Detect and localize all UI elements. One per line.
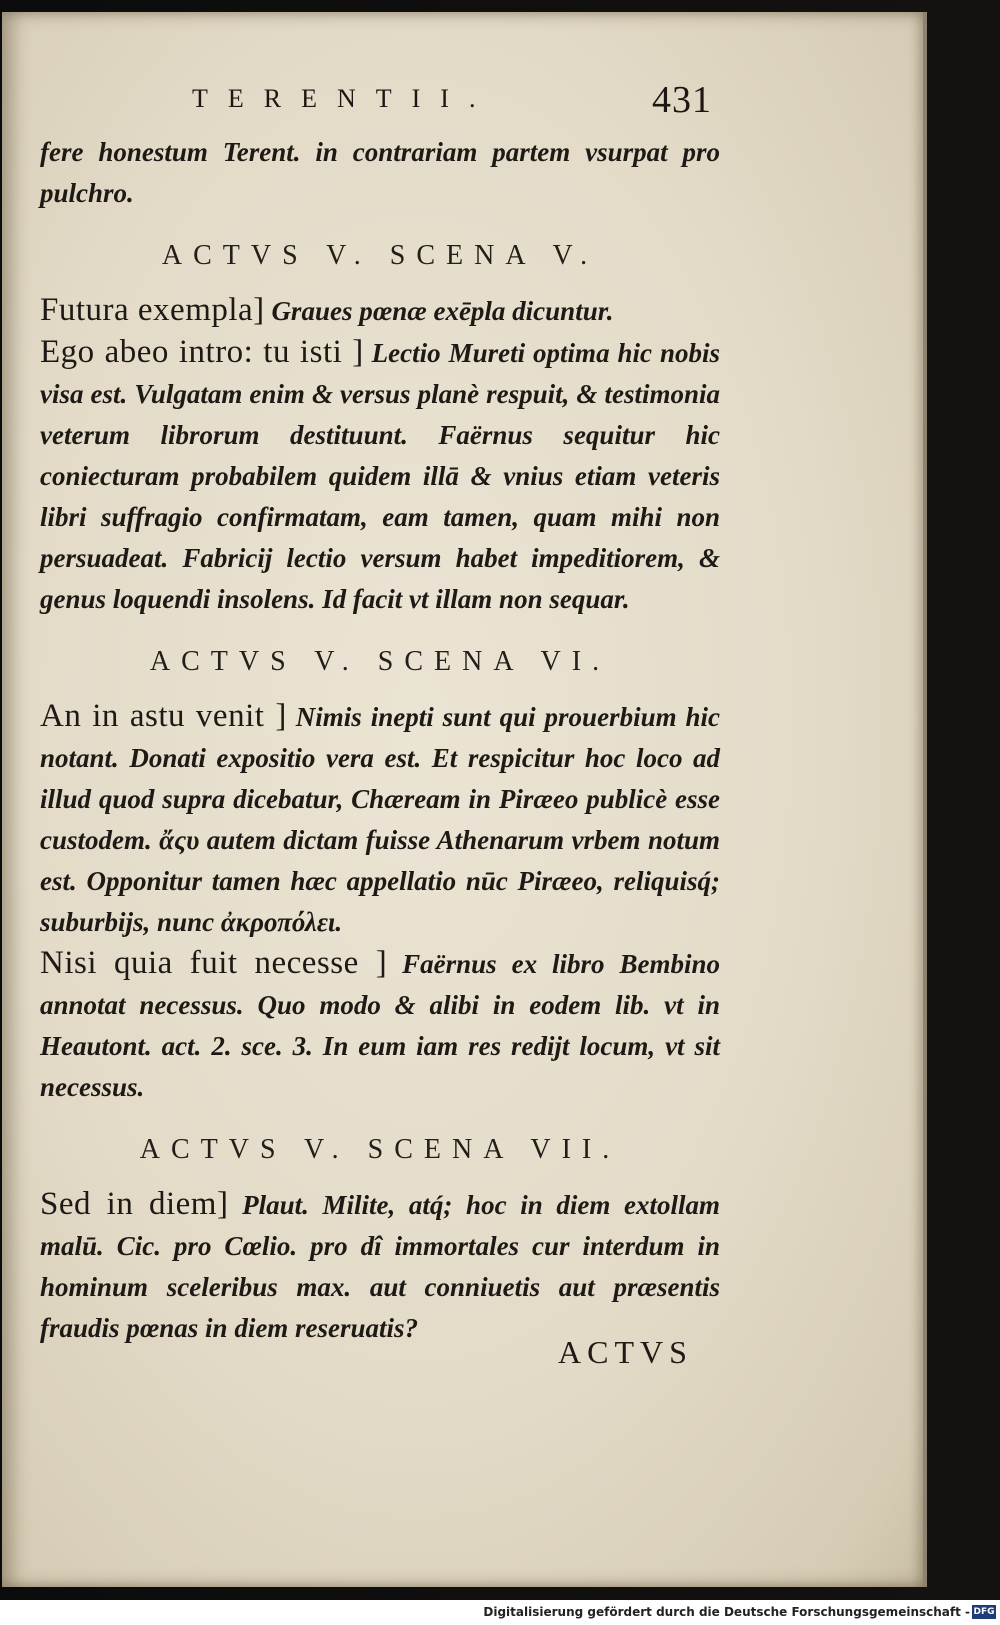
footer-credit: Digitalisierung gefördert durch die Deutsche Forschungsgemeinschaft -: [483, 1605, 970, 1619]
note-entry: [40, 290, 720, 332]
note-text: Nimis inepti sunt qui prouerbium hic notant. Donati expositio vera est. Et respicitur hoc loco ad illud quod supra dicebatur, Chæream in Piræeo publicè esse custodem. ἄςυ autem dictam fuisse Athenarum vrbem notum est. Opponitur tamen hæc appellatio nūc Piræeo, reliquisq́; suburbijs, nunc ἀκροπόλει.: [40, 702, 721, 937]
note-text: Lectio Mureti optima hic nobis visa est. Vulgatam enim & versus planè respuit, & testimonia veterum librorum destituunt. Faërnus sequitur hic coniecturam probabilem quidem illā & vnius etiam veteris libri suffragio confirmatam, eam tamen, quam mihi non persuadeat. Fabricij lectio versum habet impeditiorem, & genus loquendi insolens. Id facit vt illam non sequar.: [40, 338, 720, 614]
digitization-footer: [0, 1600, 1000, 1625]
note-text: Graues pœnæ exēpla dicuntur.: [271, 296, 614, 326]
body-text: [40, 132, 720, 1349]
catchword: ACTVS: [558, 1334, 693, 1370]
note-text: Faërnus ex libro Bembino annotat necessus. Quo modo & alibi in eodem lib. vt in Heautont. act. 2. sce. 3. In eum iam res redijt locum, vt sit necessus.: [40, 949, 721, 1102]
section-heading: ACTVS V. SCENA V.: [161, 240, 599, 271]
note-text: Plaut. Milite, atq́; hoc in diem extollam malū. Cic. pro Cœlio. pro dî immortales cur interdum in hominum sceleribus max. aut conniuetis aut præsentis fraudis pœnas in diem reseruatis?: [40, 1190, 721, 1343]
section-heading: ACTVS V. SCENA VII.: [139, 1134, 621, 1165]
dfg-logo: DFG: [973, 1607, 995, 1617]
book-page: [2, 12, 924, 1587]
lemma: Futura exempla]: [40, 292, 265, 328]
note-entry: [40, 332, 720, 620]
section-heading: ACTVS V. SCENA VI.: [149, 646, 611, 677]
lemma: Nisi quia fuit necesse ]: [40, 945, 388, 981]
note-entry: [40, 696, 720, 943]
note-entry: [40, 943, 720, 1108]
note-entry: [40, 1184, 720, 1349]
lemma: Ego abeo intro: tu isti ]: [40, 334, 364, 370]
page-number: 431: [652, 79, 712, 121]
lemma: An in astu venit ]: [40, 698, 287, 734]
running-head: TERENTII.: [192, 84, 496, 113]
lemma: Sed in diem]: [40, 1186, 229, 1222]
intro-paragraph: fere honestum Terent. in contrariam partem vsurpat pro pulchro.: [40, 137, 720, 208]
page-header: [2, 79, 924, 124]
